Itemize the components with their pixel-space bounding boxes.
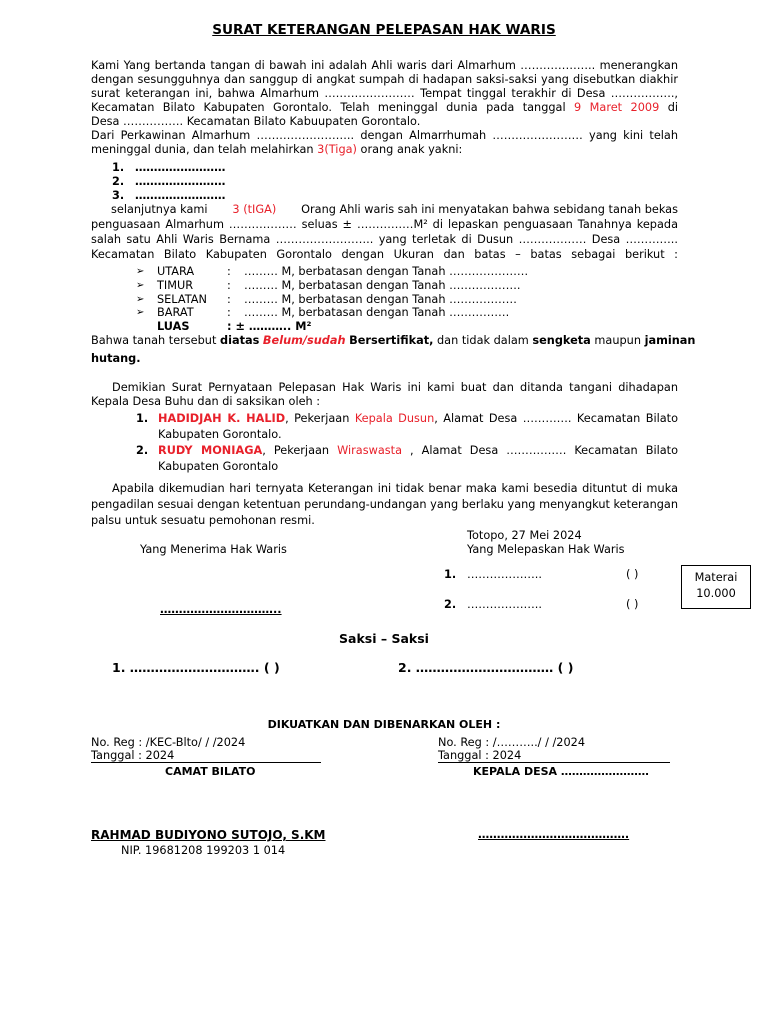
boundary-colon: :: [227, 279, 231, 292]
children-count: 3: [317, 143, 325, 156]
witness-line: [158, 444, 678, 457]
para2-line1-end: Orang Ahli waris sah ini menyatakan bahwa sebidang tanah bekas: [301, 203, 678, 216]
releaser-number: 2.: [444, 598, 457, 611]
materai-stamp-box: [681, 565, 751, 609]
para2-line1: [91, 203, 678, 216]
camat-title: CAMAT BILATO: [165, 765, 256, 778]
para4-line1: Demikian Surat Pernyataan Pelepasan Hak Waris ini kami buat dan ditanda tangani dihadapan: [112, 381, 678, 394]
releaser-name-parens: ( ): [626, 568, 639, 581]
para3-bersertifikat: Bersertifikat,: [349, 334, 434, 347]
para3-jaminan: jaminan: [644, 334, 696, 347]
receiver-heading: Yang Menerima Hak Waris: [140, 543, 287, 556]
para3-text: Bahwa tanah tersebut: [91, 334, 220, 347]
witness-sign-1: 1. …………………………. ( ): [112, 660, 280, 675]
heir-name: ……………………: [135, 189, 226, 202]
para4-line2: Kepala Desa Buhu dan di saksikan oleh :: [91, 395, 321, 408]
para2-line2: penguasaan Almarhum ……………… seluas ± ……………M² di lepaskan penguasaan Tanahnya kepada: [91, 218, 678, 231]
para1-line5: Desa ……………. Kecamatan Bilato Kabuupaten Gorontalo.: [91, 115, 421, 128]
camat-reg-number: No. Reg : /KEC-Blto/ / /2024: [91, 736, 246, 749]
releaser-signature-line: ………………..: [467, 598, 542, 611]
para3-text-2: dan tidak dalam: [433, 334, 533, 347]
heir-name: ……………………: [135, 175, 226, 188]
para1-line6: Dari Perkawinan Almarhum …………………….. dengan Almarrhumah …………………… yang kini telah: [91, 129, 678, 142]
witness-job: Wiraswasta: [337, 444, 403, 457]
heir-name: ……………………: [135, 161, 226, 174]
para2-line4: Kecamatan Bilato Kabupaten Gorontalo dengan Ukuran dan batas – batas sebagai berikut :: [91, 248, 678, 261]
camat-date: Tanggal : 2024: [91, 749, 321, 763]
arrow-bullet-icon: ➢: [136, 280, 145, 291]
kades-date: Tanggal : 2024: [438, 749, 670, 763]
witness-text-2: , Alamat Desa …………. Kecamatan Bilato: [434, 412, 679, 425]
para1-line4-end: di: [667, 101, 678, 114]
para2-line1-text: selanjutnya kami: [111, 203, 208, 216]
materai-label: Materai: [694, 571, 738, 584]
witness-sign-2: 2. …………………………… ( ): [398, 660, 574, 675]
para3-line2: hutang.: [91, 352, 141, 365]
boundary-direction: TIMUR: [157, 279, 194, 292]
children-count-word: (Tiga): [324, 143, 357, 156]
para5-line3: palsu untuk sesuatu pemohonan resmi.: [91, 514, 315, 527]
place-date: Totopo, 27 Mei 2024: [467, 529, 582, 542]
kades-reg-number: No. Reg : /………../ / /2024: [438, 736, 586, 749]
witness-name: HADIDJAH K. HALID: [158, 412, 286, 425]
camat-name: RAHMAD BUDIYONO SUTOJO, S.KM: [91, 828, 326, 842]
area-label: LUAS: [157, 320, 190, 333]
witness-number: 1.: [136, 412, 149, 425]
heir-number: 3.: [112, 189, 125, 202]
area-value: : ± ……….. M²: [227, 320, 312, 333]
releaser-signature-line: ………………..: [467, 568, 542, 581]
para1-line2: dengan sesungguhnya dan sanggup di angkat sumpah di hadapan saksi-saksi yang disebutkan diakhir: [91, 73, 678, 86]
approval-heading: DIKUATKAN DAN DIBENARKAN OLEH :: [267, 718, 501, 731]
para3-sengketa: sengketa: [532, 334, 591, 347]
witness-address: Kabupaten Gorontalo: [158, 460, 279, 473]
witness-text: , Pekerjaan: [285, 412, 355, 425]
para1-line4: [91, 101, 678, 114]
certificate-status: Belum/sudah: [262, 334, 346, 347]
witness-text: , Pekerjaan: [262, 444, 338, 457]
boundary-text: ……… M, berbatasan dengan Tanah ………………: [244, 293, 517, 306]
para5-line1: Apabila dikemudian hari ternyata Keterangan ini tidak benar maka kami besedia dituntut di muka: [112, 482, 678, 495]
para2-line3: salah satu Ahli Waris Bernama …………………….. yang terletak di Dusun ……………… Desa …………..: [91, 233, 678, 246]
boundary-text: ……… M, berbatasan dengan Tanah ……………….: [244, 279, 521, 292]
witness-address: Kabupaten Gorontalo.: [158, 428, 282, 441]
witness-job: Kepala Dusun: [354, 412, 435, 425]
releaser-name-parens: ( ): [626, 598, 639, 611]
para3-diatas: diatas: [219, 334, 260, 347]
heirs-count: 3 (tIGA): [232, 203, 277, 216]
releaser-number: 1.: [444, 568, 457, 581]
death-date: 9 Maret 2009: [574, 101, 660, 114]
boundary-text: ……… M, berbatasan dengan Tanah …………………: [244, 265, 529, 278]
materai-value: 10.000: [696, 587, 736, 600]
arrow-bullet-icon: ➢: [136, 266, 145, 277]
heir-number: 1.: [112, 161, 125, 174]
releaser-heading: Yang Melepaskan Hak Waris: [467, 543, 625, 556]
boundary-direction: UTARA: [157, 265, 195, 278]
para1-line7-text: meninggal dunia, dan telah melahirkan: [91, 143, 314, 156]
para5-line2: pengadilan sesuai dengan ketentuan perundang-undangan yang berlaku yang menyangkut keterangan: [91, 498, 678, 511]
kades-title: KEPALA DESA ……………………: [473, 765, 649, 778]
para1-line3: surat keterangan ini, bahwa Almarhum …………………… Tempat tinggal terakhir di Desa ……………..,: [91, 87, 678, 100]
para3-line1: [91, 334, 696, 347]
boundary-direction: SELATAN: [157, 293, 207, 306]
camat-nip: NIP. 19681208 199203 1 014: [121, 844, 286, 857]
arrow-bullet-icon: ➢: [136, 307, 145, 318]
arrow-bullet-icon: ➢: [136, 294, 145, 305]
para1-line4-text: Kecamatan Bilato Kabupaten Gorontalo. Telah meninggal dunia pada tanggal: [91, 101, 566, 114]
kades-signature-line: ………………………………….: [478, 828, 630, 841]
para3-text-3: maupun: [590, 334, 645, 347]
boundary-text: ……… M, berbatasan dengan Tanah …………….: [244, 306, 510, 319]
para1-line7-end: orang anak yakni:: [360, 143, 463, 156]
para1-line7: [91, 143, 462, 156]
boundary-colon: :: [227, 293, 231, 306]
boundary-colon: :: [227, 265, 231, 278]
receiver-signature-line: …………………………..: [160, 603, 282, 616]
witnesses-heading: Saksi – Saksi: [339, 631, 429, 646]
witness-number: 2.: [136, 444, 149, 457]
witness-name: RUDY MONIAGA: [158, 444, 263, 457]
boundary-colon: :: [227, 306, 231, 319]
para1-line1: Kami Yang bertanda tangan di bawah ini adalah Ahli waris dari Almarhum ……………….. menerangkan: [91, 59, 678, 72]
heir-number: 2.: [112, 175, 125, 188]
witness-text-2: , Alamat Desa ……………. Kecamatan Bilato: [402, 444, 679, 457]
boundary-direction: BARAT: [157, 306, 194, 319]
witness-line: [158, 412, 678, 425]
document-title: SURAT KETERANGAN PELEPASAN HAK WARIS: [212, 22, 556, 38]
